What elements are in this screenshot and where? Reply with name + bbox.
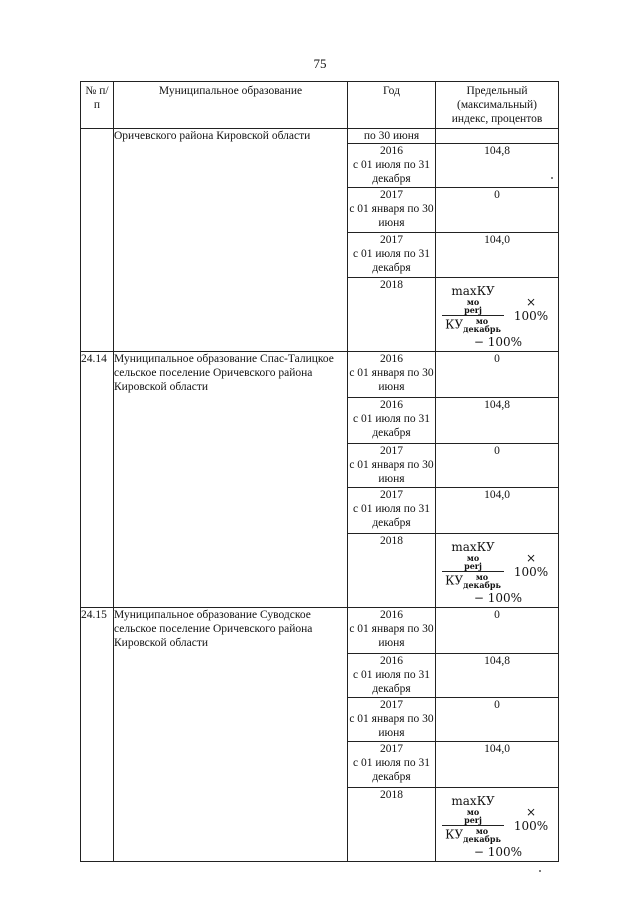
index-value-cell: 104,0 (436, 488, 559, 534)
formula-denominator-sub: декабрь (463, 324, 501, 334)
period-cell: 2016 с 01 июля по 31 декабря (348, 398, 436, 444)
formula-fraction (442, 540, 504, 589)
formula-numerator-sub: perj (464, 561, 482, 571)
period-cell: по 30 июня (348, 129, 436, 144)
row-number (81, 129, 114, 352)
formula-numerator: maxКУ (451, 284, 495, 298)
index-value-cell (436, 534, 559, 608)
formula-denominator-sub: декабрь (463, 834, 501, 844)
formula-fraction (442, 284, 504, 333)
table-header-row (81, 82, 559, 129)
formula-multiplier: × 100% (513, 294, 549, 323)
formula-numerator-sup: мо (466, 807, 480, 817)
period-cell: 2017 с 01 января по 30 июня (348, 444, 436, 488)
index-value-cell: 0 (436, 698, 559, 742)
period-cell: 2016 с 01 января по 30 июня (348, 352, 436, 398)
formula-fraction (442, 794, 504, 843)
period-cell: 2017 с 01 января по 30 июня (348, 188, 436, 233)
period-cell: 2018 (348, 278, 436, 352)
period-cell: 2017 с 01 июля по 31 декабря (348, 233, 436, 278)
index-formula (436, 534, 558, 607)
municipality-name: Оричевского района Кировской области (114, 129, 348, 352)
formula-multiplier: × 100% (513, 550, 549, 579)
header-index: Предельный (максимальный) индекс, процентов (436, 82, 559, 129)
header-num: № п/п (81, 82, 114, 129)
formula-denominator-sup: мо (475, 572, 489, 582)
period-cell: 2017 с 01 июля по 31 декабря (348, 488, 436, 534)
index-value-cell: 104,0 (436, 742, 559, 788)
formula-tail: − 100% (473, 591, 523, 605)
row-number: 24.14 (81, 352, 114, 608)
index-value-cell: 0 (436, 352, 559, 398)
formula-numerator: maxКУ (451, 794, 495, 808)
index-value-cell (436, 788, 559, 862)
index-value-cell: 104,8 (436, 654, 559, 698)
index-formula (436, 278, 558, 351)
row-number: 24.15 (81, 608, 114, 862)
formula-denominator: КУ (445, 573, 464, 588)
table-row (81, 352, 559, 398)
index-value-cell: 104,8 (436, 398, 559, 444)
period-cell: 2017 с 01 января по 30 июня (348, 698, 436, 742)
table-row (81, 608, 559, 654)
index-value-cell (436, 129, 559, 144)
period-cell: 2016 с 01 января по 30 июня (348, 608, 436, 654)
formula-denominator-sup: мо (475, 316, 489, 326)
formula-denominator-sup: мо (475, 826, 489, 836)
header-municipality: Муниципальное образование (114, 82, 348, 129)
formula-denominator: КУ (445, 827, 464, 842)
formula-numerator-sup: мо (466, 297, 480, 307)
municipality-name: Муниципальное образование Суводское сельское поселение Оричевского района Кировской области (114, 608, 348, 862)
formula-multiplier: × 100% (513, 804, 549, 833)
scan-speck (551, 177, 553, 179)
index-value-cell (436, 278, 559, 352)
index-formula (436, 788, 558, 861)
formula-denominator-sub: декабрь (463, 580, 501, 590)
index-value-cell: 0 (436, 188, 559, 233)
period-cell: 2018 (348, 788, 436, 862)
formula-numerator-sup: мо (466, 553, 480, 563)
index-value-cell: 104,8 (436, 144, 559, 188)
formula-numerator-sub: perj (464, 815, 482, 825)
table-row (81, 129, 559, 144)
municipality-name: Муниципальное образование Спас-Талицкое сельское поселение Оричевского района Кировской области (114, 352, 348, 608)
formula-tail: − 100% (473, 845, 523, 859)
period-cell: 2018 (348, 534, 436, 608)
formula-denominator: КУ (445, 317, 464, 332)
formula-tail: − 100% (473, 335, 523, 349)
page-number: 75 (313, 56, 327, 71)
period-cell: 2016 с 01 июля по 31 декабря (348, 144, 436, 188)
header-year: Год (348, 82, 436, 129)
index-value-cell: 0 (436, 444, 559, 488)
tariff-index-table (80, 81, 559, 862)
index-value-cell: 104,0 (436, 233, 559, 278)
period-cell: 2016 с 01 июля по 31 декабря (348, 654, 436, 698)
index-value-cell: 0 (436, 608, 559, 654)
formula-numerator-sub: perj (464, 305, 482, 315)
period-cell: 2017 с 01 июля по 31 декабря (348, 742, 436, 788)
scan-speck (539, 870, 541, 872)
formula-numerator: maxКУ (451, 540, 495, 554)
